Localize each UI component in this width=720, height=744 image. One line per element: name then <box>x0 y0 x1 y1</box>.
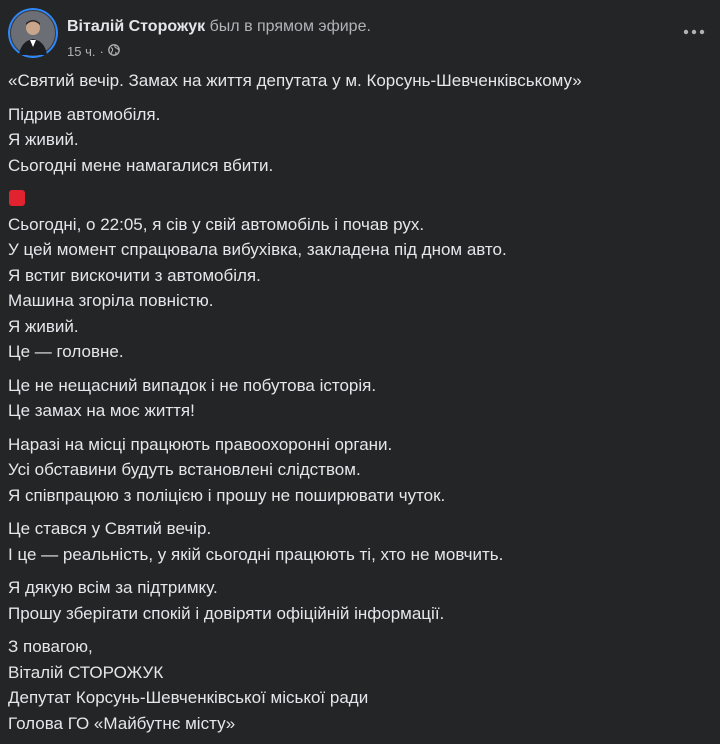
text-line: Віталій СТОРОЖУК <box>8 662 164 682</box>
text-line: Сьогодні мене намагалися вбити. <box>8 155 274 175</box>
author-name[interactable]: Віталій Сторожук <box>67 18 206 35</box>
author-line <box>67 18 371 36</box>
paragraph-3 <box>8 373 712 424</box>
text-line: Машина згоріла повністю. <box>8 291 214 310</box>
post-title-paragraph <box>8 68 712 94</box>
text-line: Це не нещасний випадок і не побутова історія. <box>8 375 377 395</box>
post-meta <box>67 44 120 59</box>
meta-separator: · <box>99 44 104 59</box>
text-line: Я встиг вискочити з автомобіля. <box>8 265 261 285</box>
text-line: Я дякую всім за підтримку. <box>8 578 218 597</box>
text-line: Сьогодні, о 22:05, я сів у свій автомобіль і почав рух. <box>8 214 425 234</box>
author-avatar[interactable] <box>8 8 58 58</box>
post-header <box>8 8 720 60</box>
text-line: Підрив автомобіля. <box>8 104 161 124</box>
text-line: З повагою, <box>8 637 93 656</box>
text-line: Наразі на місці працюють правоохоронні органи. <box>8 434 393 454</box>
text-line: І це — реальність, у якій сьогодні працюють ті, хто не мовчить. <box>8 544 504 564</box>
text-line: Голова ГО «Майбутнє місту» <box>8 713 236 733</box>
paragraph-1 <box>8 102 712 179</box>
signature-paragraph <box>8 634 712 736</box>
paragraph-6 <box>8 575 712 626</box>
emoji-paragraph <box>8 186 712 212</box>
text-line: У цей момент спрацювала вибухівка, закладена під дном авто. <box>8 240 507 259</box>
text-line: Це — головне. <box>8 342 124 361</box>
text-line: Прошу зберігати спокій і довіряти офіційній інформації. <box>8 603 445 623</box>
text-line: Це замах на моє життя! <box>8 401 195 420</box>
post-timestamp[interactable]: 15 ч. <box>67 44 96 59</box>
text-line: Депутат Корсунь-Шевченківської міської ради <box>8 688 369 707</box>
post-title: «Святий вечір. Замах на життя депутата у м. Корсунь-Шевченківському» <box>8 71 582 90</box>
profile-photo-icon <box>11 11 55 55</box>
text-line: Я живий. <box>8 316 79 336</box>
text-line: Я живий. <box>8 130 79 149</box>
post-body <box>8 68 712 744</box>
text-line: Усі обставини будуть встановлені слідством. <box>8 460 361 479</box>
text-line: Це стався у Святий вечір. <box>8 519 212 538</box>
paragraph-2 <box>8 212 712 365</box>
paragraph-5 <box>8 516 712 567</box>
author-action: был в прямом эфире. <box>205 18 371 35</box>
text-line: Я співпрацюю з поліцією і прошу не поширювати чуток. <box>8 485 446 505</box>
more-options-icon[interactable] <box>682 20 706 44</box>
red-square-icon <box>9 190 25 206</box>
globe-icon[interactable] <box>108 44 120 59</box>
paragraph-4 <box>8 432 712 509</box>
